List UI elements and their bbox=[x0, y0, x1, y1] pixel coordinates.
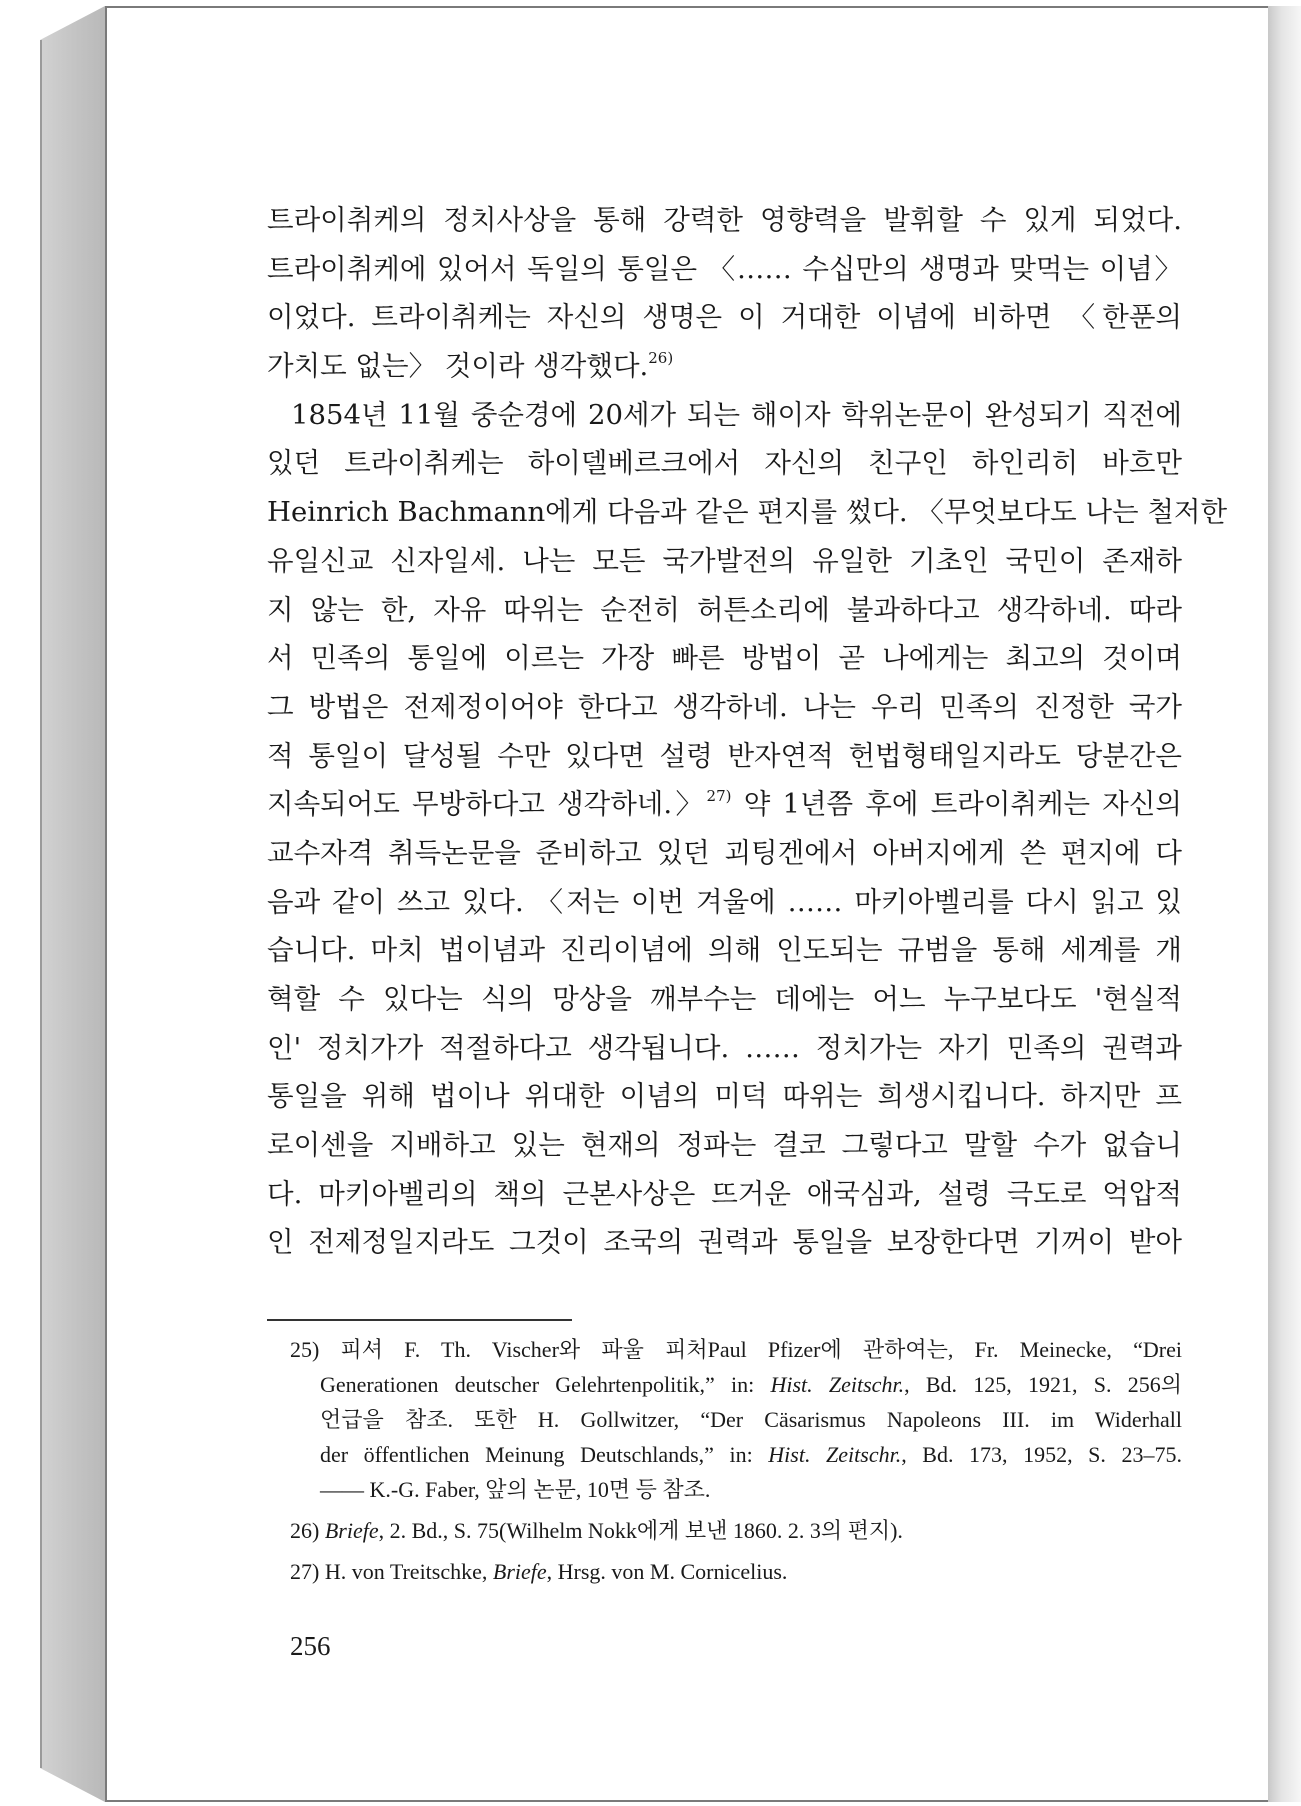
footnote-text: der öffentlichen Meinung Deutschlands,” in: bbox=[320, 1442, 769, 1467]
footnote-number: 26) bbox=[290, 1518, 320, 1543]
footnote-number: 25) bbox=[290, 1337, 320, 1362]
footnote-text: , 2. Bd., S. 75(Wilhelm Nokk에게 보낸 1860. 2. 3의 편지). bbox=[378, 1518, 903, 1543]
book-title: Briefe bbox=[324, 1518, 379, 1543]
body-line: 교수자격 취득논문을 준비하고 있던 괴팅겐에서 아버지에게 쓴 편지에 다 bbox=[267, 836, 1182, 869]
page-number: 256 bbox=[290, 1631, 331, 1661]
footnote-line: —— K.-G. Faber, 앞의 논문, 10면 등 참조. bbox=[320, 1477, 711, 1502]
paragraph-start-line: 1854년 11월 중순경에 20세가 되는 해이자 학위논문이 완성되기 직전에 bbox=[291, 398, 1182, 431]
journal-title: Hist. Zeitschr. bbox=[770, 1372, 905, 1397]
footnote-ref-27: 27) bbox=[706, 787, 732, 806]
footnote-line bbox=[290, 1437, 1182, 1472]
book-spine bbox=[40, 6, 105, 1802]
journal-title: Hist. Zeitschr. bbox=[768, 1442, 902, 1467]
body-line-text: 약 1년쯤 후에 트라이취케는 자신의 bbox=[731, 788, 1182, 821]
footnotes bbox=[290, 1332, 1182, 1589]
body-line: 서 민족의 통일에 이르는 가장 빠른 방법이 곧 나에게는 최고의 것이며 bbox=[267, 642, 1182, 675]
footnote-text: , Hrsg. von M. Cornicelius. bbox=[546, 1559, 788, 1584]
footnote-line: 언급을 참조. 또한 H. Gollwitzer, “Der Cäsarismus Napoleons III. im Widerhall bbox=[320, 1407, 1182, 1432]
footnote-25 bbox=[290, 1332, 1182, 1367]
body-line: 로이센을 지배하고 있는 현재의 정파는 결코 그렇다고 말할 수가 없습니 bbox=[267, 1129, 1182, 1162]
footnote-26 bbox=[290, 1513, 1182, 1548]
spine-edge bbox=[40, 40, 42, 1768]
body-text bbox=[267, 196, 1228, 1267]
footnote-text: Generationen deutscher Gelehrtenpolitik,” in: bbox=[320, 1372, 771, 1397]
body-line: 혁할 수 있다는 식의 망상을 깨부수는 데에는 어느 누구보다도 '현실적 bbox=[267, 983, 1182, 1015]
body-line: 습니다. 마치 법이념과 진리이념에 의해 인도되는 규범을 통해 세계를 개 bbox=[267, 934, 1182, 967]
footnote-text: , Bd. 125, 1921, S. 256의 bbox=[904, 1372, 1182, 1397]
footnote-separator bbox=[267, 1319, 572, 1321]
body-line: 지 않는 한, 자유 따위는 순전히 허튼소리에 불과하다고 생각하네. 따라 bbox=[267, 593, 1182, 626]
page-edge-shadow bbox=[1268, 6, 1301, 1802]
body-line: 있던 트라이취케는 하이델베르크에서 자신의 친구인 하인리히 바흐만 bbox=[267, 447, 1182, 480]
body-line: 통일을 위해 법이나 위대한 이념의 미덕 따위는 희생시킵니다. 하지만 프 bbox=[267, 1080, 1182, 1113]
body-line: 그 방법은 전제정이어야 한다고 생각하네. 나는 우리 민족의 진정한 국가 bbox=[267, 690, 1182, 723]
footnote-line bbox=[290, 1367, 1182, 1402]
body-line: 음과 같이 쓰고 있다. 〈저는 이번 겨울에 …… 마키아벨리를 다시 읽고 있 bbox=[267, 885, 1182, 918]
body-line-text: 지속되어도 무방하다고 생각하네.〉 bbox=[267, 788, 707, 821]
body-line: 유일신교 신자일세. 나는 모든 국가발전의 유일한 기초인 국민이 존재하 bbox=[267, 544, 1182, 577]
body-line bbox=[267, 342, 1182, 391]
footnote-text: 피셔 F. Th. Vischer와 파울 피처Paul Pfizer에 관하여는, Fr. Meinecke, “Drei bbox=[340, 1337, 1182, 1362]
body-line bbox=[267, 780, 1182, 829]
footnote-text: , Bd. 173, 1952, S. 23–75. bbox=[901, 1442, 1182, 1467]
body-line: 이었다. 트라이취케는 자신의 생명은 이 거대한 이념에 비하면 〈한푼의 bbox=[267, 301, 1182, 334]
body-line-text: 가치도 없는〉 것이라 생각했다. bbox=[267, 350, 649, 383]
body-line: 트라이취케의 정치사상을 통해 강력한 영향력을 발휘할 수 있게 되었다. bbox=[267, 204, 1182, 236]
body-line: Heinrich Bachmann에게 다음과 같은 편지를 썼다. 〈무엇보다도 나는 철저한 bbox=[267, 496, 1228, 529]
footnote-27 bbox=[290, 1554, 1182, 1589]
book-title: Briefe bbox=[492, 1559, 547, 1584]
footnote-text: H. von Treitschke, bbox=[324, 1559, 493, 1584]
body-line: 인 전제정일지라도 그것이 조국의 권력과 통일을 보장한다면 기꺼이 받아 bbox=[267, 1226, 1182, 1259]
footnote-ref-26: 26) bbox=[648, 349, 674, 368]
body-line: 다. 마키아벨리의 책의 근본사상은 뜨거운 애국심과, 설령 극도로 억압적 bbox=[267, 1177, 1182, 1210]
body-line: 트라이취케에 있어서 독일의 통일은 〈…… 수십만의 생명과 맞먹는 이념〉 bbox=[267, 252, 1182, 285]
body-line: 인' 정치가가 적절하다고 생각됩니다. …… 정치가는 자기 민족의 권력과 bbox=[267, 1031, 1182, 1064]
body-line: 적 통일이 달성될 수만 있다면 설령 반자연적 헌법형태일지라도 당분간은 bbox=[267, 739, 1182, 772]
footnote-number: 27) bbox=[290, 1559, 320, 1584]
